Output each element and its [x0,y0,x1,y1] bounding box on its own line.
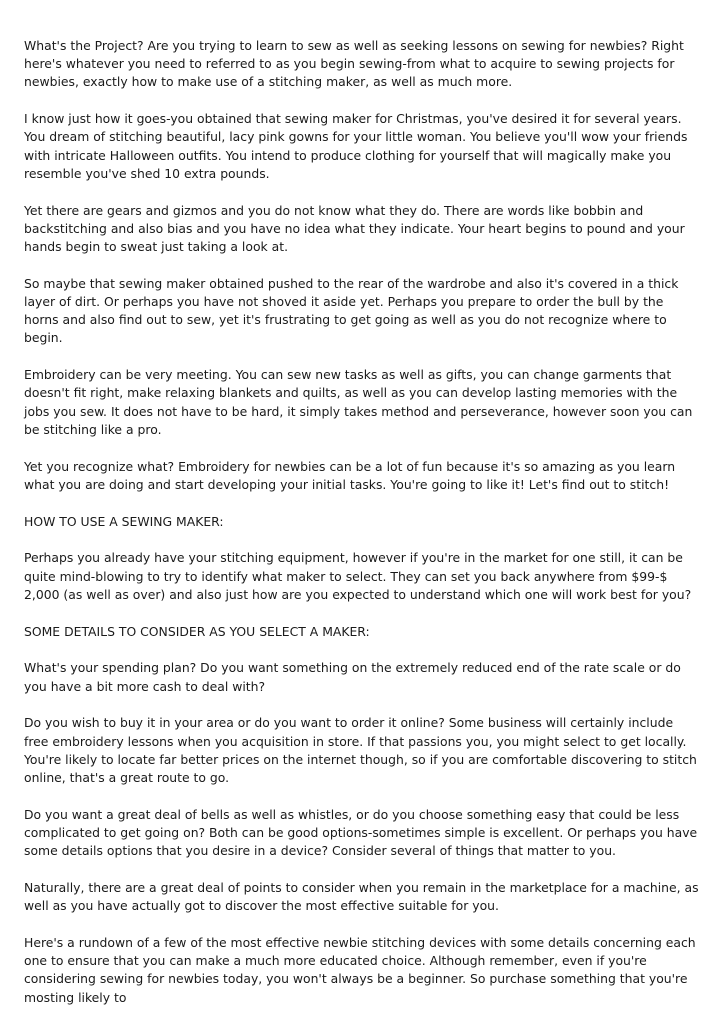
paragraph: Do you want a great deal of bells as well as whistles, or do you choose something easy that could be less complicated to get going on? Both can be good options-sometimes simple is excellent. Or perhaps you have some details options that you desire in a device? Consider several of things that matter to you. [24,806,698,859]
paragraph: Yet you recognize what? Embroidery for newbies can be a lot of fun because it's so amazing as you learn what you are doing and start developing your initial tasks. You're going to like it! Let's find out to stitch! [24,458,676,492]
paragraph: I know just how it goes-you obtained that sewing maker for Christmas, you've desired it for several years. You dream of stitching beautiful, lacy pink gowns for your little woman. You believe you'll wow your friends with intricate Halloween outfits. You intend to produce clothing for yourself that will magically make you resemble you've shed 10 extra pounds. [24,111,688,181]
paragraph: What's the Project? Are you trying to learn to sew as well as seeking lessons on sewing for newbies? Right here's whatever you need to referred to as you begin sewing-from what to acquire to sewing projects for newbies, exactly how to make use of a stitching maker, as well as much more. [24,38,684,90]
section-heading: SOME DETAILS TO CONSIDER AS YOU SELECT A MAKER: [24,623,370,639]
paragraph: So maybe that sewing maker obtained pushed to the rear of the wardrobe and also it's covered in a thick layer of dirt. Or perhaps you have not shoved it aside yet. Perhaps you prepare to order the bull by the horns and also find out to sew, yet it's frustrating to get going as well as you do not recognize where to begin. [24,275,679,346]
paragraph: Perhaps you already have your stitching equipment, however if you're in the market for one still, it can be quite mind-blowing to try to identify what maker to select. They can set you back anywhere from $99-$ 2,000 (as well as over) and also just how are you expected to understand which one will work best for you? [24,550,692,602]
paragraph: Yet there are gears and gizmos and you do not know what they do. There are words like bobbin and backstitching and also bias and you have no idea what they indicate. Your heart begins to pound and your hands begin to sweat just taking a look at. [24,202,685,255]
paragraph: Naturally, there are a great deal of points to consider when you remain in the marketplace for a machine, as well as you have actually got to discover the most effective suitable for you. [24,880,699,914]
paragraph: Do you wish to buy it in your area or do you want to order it online? Some business will certainly include free embroidery lessons when you acquisition in store. If that passions you, you might select to get locally. You're likely to locate far better prices on the internet though, so if you are comfortable discovering to stitch online, that's a great route to go. [24,715,697,786]
paragraph: Here's a rundown of a few of the most effective newbie stitching devices with some details concerning each one to ensure that you can make a much more educated choice. Although remember, even if you're considering sewing for newbies today, you won't always be a beginner. So purchase something that you're mosting likely to [24,935,696,1005]
document-body [24,37,700,1025]
paragraph: What's your spending plan? Do you want something on the extremely reduced end of the rate scale or do you have a bit more cash to deal with? [24,660,681,694]
paragraph: Embroidery can be very meeting. You can sew new tasks as well as gifts, you can change garments that doesn't fit right, make relaxing blankets and quilts, as well as you can develop lasting memories with the jobs you sew. It does not have to be hard, it simply takes method and perseverance, however soon you can be stitching like a pro. [24,367,693,437]
section-heading: HOW TO USE A SEWING MAKER: [24,513,224,529]
